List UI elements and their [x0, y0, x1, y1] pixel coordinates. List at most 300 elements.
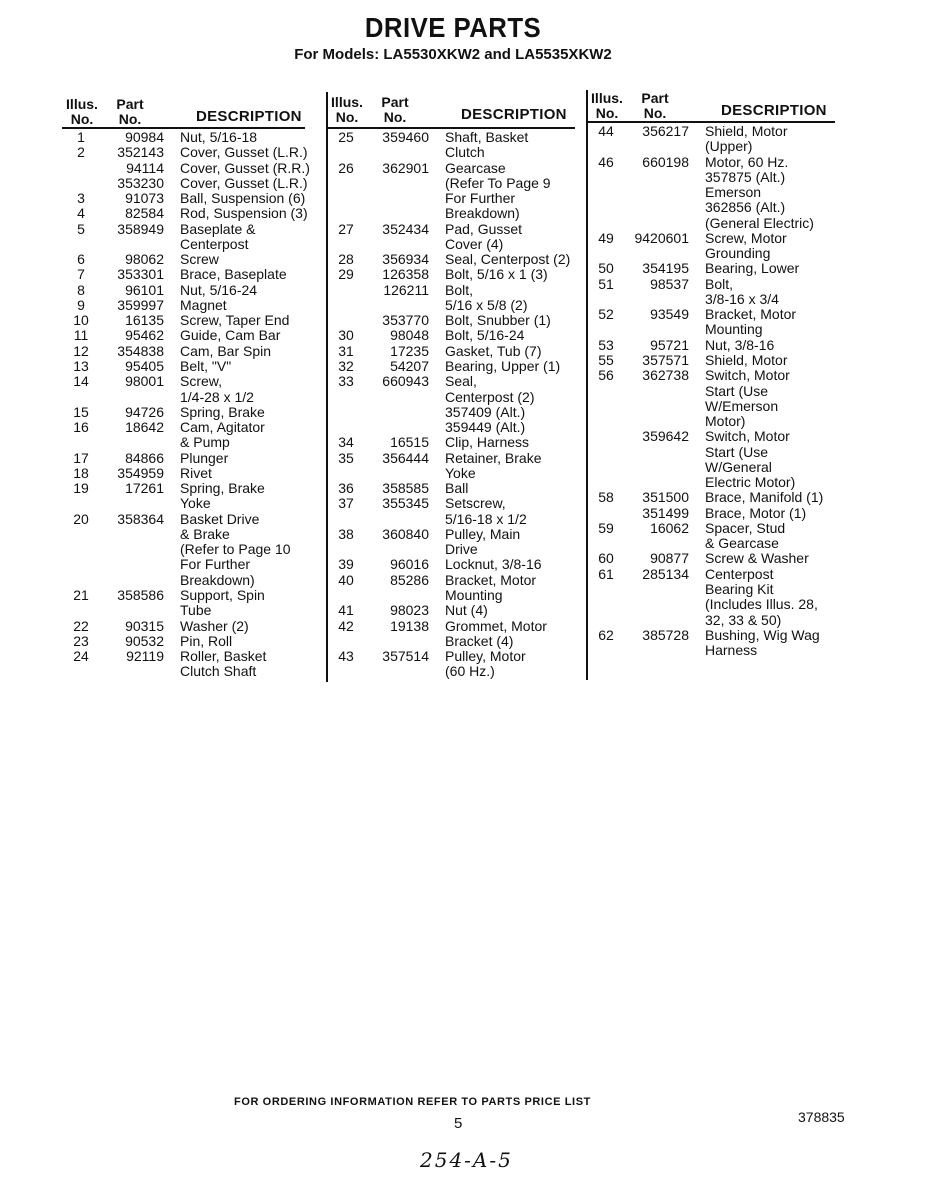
part-row: [591, 155, 823, 231]
description-line: Bearing, Lower: [705, 260, 800, 277]
part-row: [66, 176, 310, 191]
part-row: [331, 496, 570, 527]
description-line: 1/4-28 x 1/2: [180, 388, 254, 405]
description-line: Electric Motor): [705, 474, 796, 491]
illus-number: 10: [73, 312, 89, 329]
illus-number: 12: [73, 342, 89, 359]
description-line: Guide, Cam Bar: [180, 327, 281, 344]
part-number: 17235: [390, 342, 429, 359]
description-line: Bearing, Upper (1): [445, 357, 561, 374]
illus-number: 26: [338, 159, 354, 176]
illus-number: 59: [598, 519, 614, 536]
part-row: [66, 161, 310, 176]
part-row: [66, 130, 310, 145]
illus-number: [591, 506, 621, 521]
part-row: [66, 206, 310, 221]
description-line: (Upper): [705, 138, 753, 155]
part-number: 95405: [125, 357, 164, 374]
description-line: Magnet: [180, 296, 227, 313]
illus-number: [591, 429, 621, 490]
part-number: 126358: [382, 266, 429, 283]
description-line: Centerpost: [705, 565, 774, 582]
part-row: [591, 307, 823, 338]
part-number: 98001: [125, 373, 164, 390]
illus-number: 60: [598, 550, 614, 567]
description-line: Screw, Motor: [705, 229, 787, 246]
description-line: 5/16-18 x 1/2: [445, 510, 527, 527]
illus-number: [331, 283, 361, 314]
part-row: [591, 353, 823, 368]
description-line: Shield, Motor: [705, 351, 788, 368]
part-number: 16135: [125, 312, 164, 329]
description-line: Centerpost (2): [445, 388, 535, 405]
illus-number: 1: [77, 129, 85, 145]
description-line: Gearcase: [445, 159, 506, 176]
description-line: Cover (4): [445, 235, 504, 252]
illus-header-2: No.: [335, 109, 359, 125]
description-line: Bracket (4): [445, 632, 514, 649]
illus-number: 16: [73, 419, 89, 436]
illus-number: 27: [338, 220, 354, 237]
part-row: [66, 374, 310, 405]
description-line: (60 Hz.): [445, 663, 495, 680]
part-row: [331, 313, 570, 328]
part-number: 95721: [650, 336, 689, 353]
description-line: Pulley, Motor: [445, 648, 526, 665]
part-row: [331, 573, 570, 604]
description-line: Cam, Bar Spin: [180, 342, 272, 359]
illus-number: 20: [73, 510, 89, 527]
illus-number: 61: [598, 565, 614, 582]
part-row: [66, 619, 310, 634]
description-line: Screw, Taper End: [180, 312, 290, 329]
part-number: 285134: [642, 565, 689, 582]
description-line: Bolt,: [445, 281, 474, 298]
illus-number: 6: [77, 251, 85, 268]
description-line: Plunger: [180, 449, 229, 466]
description-line: Nut, 5/16-18: [180, 129, 258, 145]
description-line: Nut, 3/8-16: [705, 336, 775, 353]
description-line: Brace, Motor (1): [705, 504, 807, 521]
illus-number: 7: [77, 266, 85, 283]
part-row: [66, 359, 310, 374]
part-row: [331, 252, 570, 267]
illus-number: 62: [598, 626, 614, 643]
description-line: Mounting: [705, 321, 763, 338]
description-line: Pin, Roll: [180, 632, 233, 649]
description-line: Screw: [180, 251, 219, 268]
part-number: 356217: [642, 123, 689, 139]
description-line: Clutch Shaft: [180, 663, 257, 680]
part-number: 360840: [382, 525, 429, 542]
description-line: & Pump: [180, 434, 230, 451]
part-row: [591, 521, 823, 552]
description-line: Gasket, Tub (7): [445, 342, 542, 359]
part-number: 90984: [125, 129, 164, 145]
part-row: [331, 557, 570, 572]
illus-number: 58: [598, 489, 614, 506]
part-row: [331, 451, 570, 482]
part-number: 94726: [125, 403, 164, 420]
description-line: Roller, Basket: [180, 648, 267, 665]
description-line: Bolt,: [705, 275, 734, 292]
description-line: 3/8-16 x 3/4: [705, 290, 779, 307]
part-row: [331, 130, 570, 161]
illus-number: 11: [73, 327, 89, 344]
part-number: 362738: [642, 367, 689, 384]
description-line: Bolt, 5/16-24: [445, 327, 525, 344]
illus-number: 39: [338, 556, 354, 573]
illus-number: 22: [73, 617, 89, 634]
description-line: (Refer to Page 10: [180, 541, 291, 558]
description-line: Setscrew,: [445, 495, 506, 512]
description-line: Yoke: [445, 464, 476, 481]
description-line: Spacer, Stud: [705, 519, 786, 536]
illus-number: 28: [338, 251, 354, 268]
part-number: 91073: [125, 190, 164, 207]
illus-number: 13: [73, 357, 89, 374]
description-line: 357409 (Alt.): [445, 403, 526, 420]
illus-number: 19: [73, 480, 89, 497]
illus-number: [66, 161, 96, 176]
description-line: Bolt, 5/16 x 1 (3): [445, 266, 548, 283]
part-number: 352434: [382, 220, 429, 237]
illus-number: 21: [73, 586, 89, 603]
part-row: [66, 451, 310, 466]
part-number: 98023: [390, 602, 429, 619]
description-line: Motor): [705, 413, 746, 430]
description-line: Brace, Baseplate: [180, 266, 287, 283]
description-line: Nut (4): [445, 602, 488, 619]
part-row: [66, 145, 310, 160]
description-line: Ball: [445, 480, 469, 497]
part-row: [66, 252, 310, 267]
illus-number: 5: [77, 220, 85, 237]
illus-number: [331, 313, 361, 328]
part-number: 90532: [125, 632, 164, 649]
part-number: 54207: [390, 357, 429, 374]
illus-number: 41: [338, 602, 354, 619]
part-number: 9420601: [634, 229, 689, 246]
description-line: Brace, Manifold (1): [705, 489, 824, 506]
part-number: 96016: [390, 556, 429, 573]
part-header-1: Part: [381, 94, 409, 110]
description-line: Bushing, Wig Wag: [705, 626, 820, 643]
part-number: 94114: [126, 159, 164, 176]
description-line: Support, Spin: [180, 586, 265, 603]
description-line: Cover, Gusset (L.R.): [180, 144, 308, 161]
illus-number: 18: [73, 464, 89, 481]
description-line: (Includes Illus. 28,: [705, 596, 818, 613]
illus-number: 8: [77, 281, 85, 298]
description-line: Mounting: [445, 586, 503, 603]
description-line: Locknut, 3/8-16: [445, 556, 542, 573]
illus-header-2: No.: [595, 105, 619, 121]
description-line: Spring, Brake: [180, 403, 265, 420]
part-number: 90877: [650, 550, 689, 567]
part-number: 660198: [642, 153, 689, 170]
part-number: 16515: [390, 434, 429, 451]
description-line: Clutch: [445, 144, 485, 161]
description-line: & Brake: [180, 525, 230, 542]
part-row: [591, 567, 823, 628]
part-row: [331, 481, 570, 496]
description-line: Basket Drive: [180, 510, 260, 527]
description-line: Cover, Gusset (R.R.): [180, 159, 310, 176]
part-row: [591, 506, 823, 521]
illus-header-1: Illus.: [331, 94, 363, 110]
description-line: Washer (2): [180, 617, 249, 634]
illus-number: 43: [338, 648, 354, 665]
part-number: 84866: [125, 449, 164, 466]
part-row: [66, 405, 310, 420]
illus-number: 51: [598, 275, 614, 292]
illus-number: 46: [598, 153, 614, 170]
part-number: 356444: [382, 449, 429, 466]
description-line: Seal,: [445, 373, 477, 390]
part-number: 93549: [650, 306, 689, 323]
part-number: 359997: [117, 296, 164, 313]
description-line: Cover, Gusset (L.R.): [180, 174, 308, 191]
part-number: 353301: [117, 266, 164, 283]
description-line: Yoke: [180, 495, 211, 512]
part-row: [66, 466, 310, 481]
illus-number: 31: [338, 342, 354, 359]
illus-header-1: Illus.: [66, 96, 98, 112]
part-number: 358585: [382, 480, 429, 497]
part-number: 359642: [642, 428, 689, 445]
illus-number: [66, 176, 96, 191]
description-line: Centerpost: [180, 235, 249, 252]
illus-number: 49: [598, 229, 614, 246]
column-divider: [586, 90, 588, 680]
illus-number: 42: [338, 617, 354, 634]
description-line: Grommet, Motor: [445, 617, 547, 634]
description-line: Rod, Suspension (3): [180, 205, 308, 222]
description-line: Pulley, Main: [445, 525, 521, 542]
description-line: (General Electric): [705, 214, 814, 231]
part-number: 92119: [126, 648, 164, 665]
illus-number: 40: [338, 571, 354, 588]
part-header-2: No.: [383, 109, 407, 125]
part-row: [66, 222, 310, 253]
part-row: [591, 231, 823, 262]
page-number: 5: [454, 1115, 463, 1132]
description-line: 32, 33 & 50): [705, 611, 782, 628]
description-line: Harness: [705, 642, 758, 659]
handwritten-note: 254-A-5: [420, 1148, 513, 1172]
part-row: [66, 283, 310, 298]
part-number: 96101: [125, 281, 164, 298]
description-line: Screw & Washer: [705, 550, 809, 567]
description-line: 357875 (Alt.): [705, 168, 786, 185]
illus-number: 32: [338, 357, 354, 374]
description-line: Ball, Suspension (6): [180, 190, 306, 207]
illus-number: 56: [598, 367, 614, 384]
description-line: Drive: [445, 541, 478, 558]
part-header-2: No.: [643, 105, 667, 121]
part-row: [331, 527, 570, 558]
part-number: 385728: [642, 626, 689, 643]
illus-number: 35: [338, 449, 354, 466]
part-row: [331, 161, 570, 222]
part-number: 82584: [125, 205, 164, 222]
part-row: [66, 634, 310, 649]
illus-number: 17: [73, 449, 89, 466]
part-row: [331, 283, 570, 314]
part-number: 19138: [390, 617, 429, 634]
part-number: 355345: [382, 495, 429, 512]
part-row: [331, 435, 570, 450]
illus-number: 2: [77, 144, 85, 161]
part-number: 17261: [125, 480, 164, 497]
description-line: W/Emerson: [705, 397, 779, 414]
part-row: [591, 261, 823, 276]
description-header: DESCRIPTION: [196, 108, 302, 125]
description-line: Screw,: [180, 373, 223, 390]
part-header-2: No.: [118, 111, 142, 127]
part-number: 353770: [382, 312, 429, 329]
ordering-note: FOR ORDERING INFORMATION REFER TO PARTS PRICE LIST: [234, 1096, 591, 1108]
description-line: Seal, Centerpost (2): [445, 251, 571, 268]
illus-number: 25: [338, 129, 354, 145]
description-line: Grounding: [705, 245, 771, 262]
description-line: (Refer To Page 9: [445, 174, 551, 191]
illus-number: 3: [77, 190, 85, 207]
part-row: [331, 603, 570, 618]
description-line: Switch, Motor: [705, 428, 790, 445]
description-line: W/General: [705, 458, 772, 475]
description-line: Bracket, Motor: [705, 306, 797, 323]
description-line: Cam, Agitator: [180, 419, 265, 436]
part-number: 98537: [650, 275, 689, 292]
illus-number: 4: [77, 205, 85, 222]
description-line: Clip, Harness: [445, 434, 530, 451]
illus-number: 52: [598, 306, 614, 323]
illus-number: 34: [338, 434, 354, 451]
part-number: 354838: [117, 342, 164, 359]
description-line: 359449 (Alt.): [445, 419, 526, 436]
illus-header-2: No.: [70, 111, 94, 127]
description-line: Shield, Motor: [705, 123, 788, 139]
description-line: 362856 (Alt.): [705, 199, 786, 216]
description-line: Motor, 60 Hz.: [705, 153, 789, 170]
illus-number: 9: [77, 296, 85, 313]
part-row: [66, 328, 310, 343]
part-row: [66, 649, 310, 680]
part-row: [66, 313, 310, 328]
part-row: [331, 222, 570, 253]
part-number: 356934: [382, 251, 429, 268]
illus-number: 50: [598, 260, 614, 277]
part-row: [66, 420, 310, 451]
page-title: DRIVE PARTS: [364, 12, 542, 43]
part-row: [591, 338, 823, 353]
part-number: 95462: [125, 327, 164, 344]
part-row: [331, 374, 570, 435]
parts-list-column: [331, 130, 570, 680]
part-row: [591, 429, 823, 490]
description-line: Rivet: [180, 464, 212, 481]
part-header-1: Part: [641, 90, 669, 106]
part-number: 90315: [125, 617, 164, 634]
part-number: 351499: [642, 504, 689, 521]
part-number: 357514: [382, 648, 429, 665]
part-row: [331, 344, 570, 359]
description-line: Bolt, Snubber (1): [445, 312, 551, 329]
page-subtitle: For Models: LA5530XKW2 and LA5535XKW2: [294, 46, 612, 63]
parts-list-column: [66, 130, 310, 680]
illus-number: 36: [338, 480, 354, 497]
description-line: & Gearcase: [705, 535, 779, 552]
part-number: 352143: [117, 144, 164, 161]
description-line: Retainer, Brake: [445, 449, 542, 466]
part-number: 18642: [125, 419, 164, 436]
document-number: 378835: [798, 1109, 845, 1125]
description-line: Shaft, Basket: [445, 129, 529, 145]
illus-number: 53: [598, 336, 614, 353]
part-row: [591, 628, 823, 659]
part-row: [331, 267, 570, 282]
illus-number: 24: [73, 648, 89, 665]
part-number: 354195: [642, 260, 689, 277]
illus-number: 38: [338, 525, 354, 542]
part-number: 362901: [382, 159, 429, 176]
description-header: DESCRIPTION: [721, 102, 827, 119]
illus-number: 44: [598, 123, 614, 139]
description-line: Baseplate &: [180, 220, 256, 237]
part-header-1: Part: [116, 96, 144, 112]
part-row: [66, 191, 310, 206]
description-line: Spring, Brake: [180, 480, 265, 497]
part-row: [591, 368, 823, 429]
illus-number: 23: [73, 632, 89, 649]
part-row: [591, 124, 823, 155]
illus-number: 37: [338, 495, 354, 512]
description-line: Bearing Kit: [705, 580, 774, 597]
part-number: 126211: [383, 281, 429, 298]
part-number: 359460: [382, 129, 429, 145]
part-number: 85286: [390, 571, 429, 588]
part-row: [66, 588, 310, 619]
description-line: Start (Use: [705, 443, 769, 460]
description-line: Belt, "V": [180, 357, 232, 374]
illus-number: 55: [598, 351, 614, 368]
part-row: [591, 551, 823, 566]
illus-number: 29: [338, 266, 354, 283]
description-line: 5/16 x 5/8 (2): [445, 296, 528, 313]
part-row: [591, 277, 823, 308]
illus-number: 15: [73, 403, 89, 420]
description-line: Switch, Motor: [705, 367, 790, 384]
part-row: [591, 490, 823, 505]
part-number: 660943: [382, 373, 429, 390]
column-divider: [326, 92, 328, 682]
description-line: Breakdown): [180, 571, 255, 588]
description-line: Nut, 5/16-24: [180, 281, 258, 298]
part-row: [66, 344, 310, 359]
part-number: 358364: [117, 510, 164, 527]
description-line: For Further: [445, 190, 516, 207]
description-line: Breakdown): [445, 205, 520, 222]
description-line: Bracket, Motor: [445, 571, 537, 588]
illus-number: 14: [73, 373, 89, 390]
part-number: 98062: [125, 251, 164, 268]
illus-number: 30: [338, 327, 354, 344]
description-header: DESCRIPTION: [461, 106, 567, 123]
description-line: Emerson: [705, 184, 762, 201]
part-number: 98048: [390, 327, 429, 344]
